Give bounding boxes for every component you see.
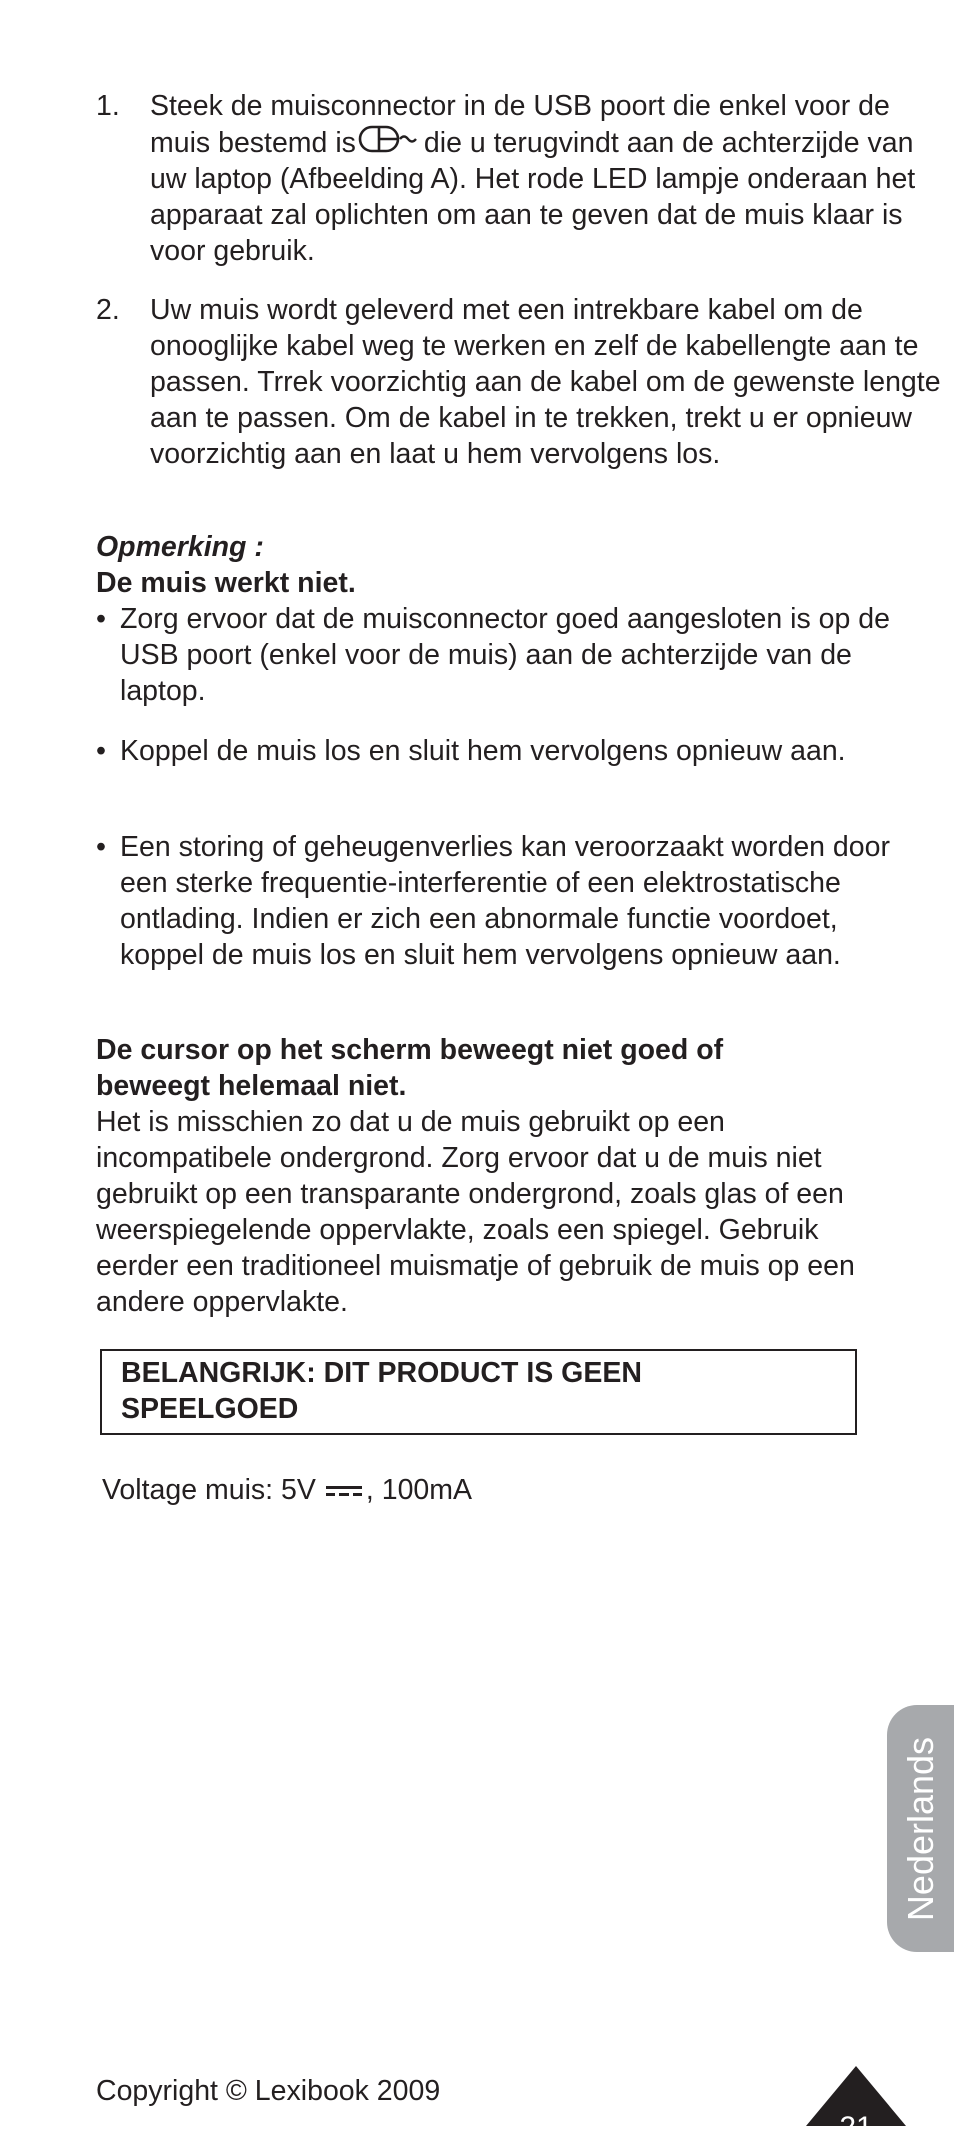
important-notice-text: BELANGRIJK: DIT PRODUCT IS GEEN SPEELGOED xyxy=(121,1357,642,1425)
instruction-text: Uw muis wordt geleverd met een intrekbare kabel om de onooglijke kabel weg te werken en zelf de kabellengte aan te passen. Trrek voorzichtig aan de kabel om de gewenste lengte aan te passen. Om de kabel in te trekken, trekt u er opnieuw voorzichtig aan en laat u hem vervolgens los. xyxy=(150,294,941,470)
instruction-number: 2. xyxy=(96,294,120,326)
bullet-text: Een storing of geheugenverlies kan veroorzaakt worden door een sterke frequentie-interferentie of een elektrostatische ontlading. Indien er zich een abnormale functie voordoet, koppel de muis los en sluit hem vervolgens opnieuw aan. xyxy=(120,831,890,971)
important-notice-box xyxy=(100,1349,857,1435)
copyright-text: Copyright © Lexibook 2009 xyxy=(96,2075,441,2107)
bullet-text: Zorg ervoor dat de muisconnector goed aangesloten is op de USB poort (enkel voor de muis) aan de achterzijde van de laptop. xyxy=(120,603,890,707)
bullet-dot: • xyxy=(96,735,106,767)
bullet-dot: • xyxy=(96,603,106,635)
problem-heading-mouse: De muis werkt niet. xyxy=(96,567,356,599)
bullet-dot: • xyxy=(96,831,106,863)
language-tab-label: Nederlands xyxy=(899,1736,941,1921)
voltage-spec: Voltage muis: 5V , 100mA xyxy=(102,1474,473,1506)
bullet-text: Koppel de muis los en sluit hem vervolgens opnieuw aan. xyxy=(120,735,846,767)
instruction-number: 1. xyxy=(96,90,120,122)
mouse-usb-port-icon xyxy=(358,124,422,154)
page-number: 21 xyxy=(839,2111,873,2144)
dc-current-icon xyxy=(326,1485,362,1497)
problem-heading-cursor: De cursor op het scherm beweegt niet goed of beweegt helemaal niet. xyxy=(96,1034,724,1102)
instruction-text: Steek de muisconnector in de USB poort die enkel voor de muis bestemd is die u terugvindt aan de achterzijde van uw laptop (Afbeelding A). Het rode LED lampje onderaan het apparaat zal oplichten om aan te geven dat de muis klaar is voor gebruik. xyxy=(150,90,916,267)
problem-cursor-text: Het is misschien zo dat u de muis gebruikt op een incompatibele ondergrond. Zorg ervoor dat u de muis niet gebruikt op een transparante ondergrond, zoals glas of een weerspiegelende oppervlakte, zoals een spiegel. Gebruik eerder een traditioneel muismatje of gebruik de muis op een andere oppervlakte. xyxy=(96,1106,855,1318)
note-label: Opmerking : xyxy=(96,531,264,563)
language-tab xyxy=(887,1705,954,1952)
